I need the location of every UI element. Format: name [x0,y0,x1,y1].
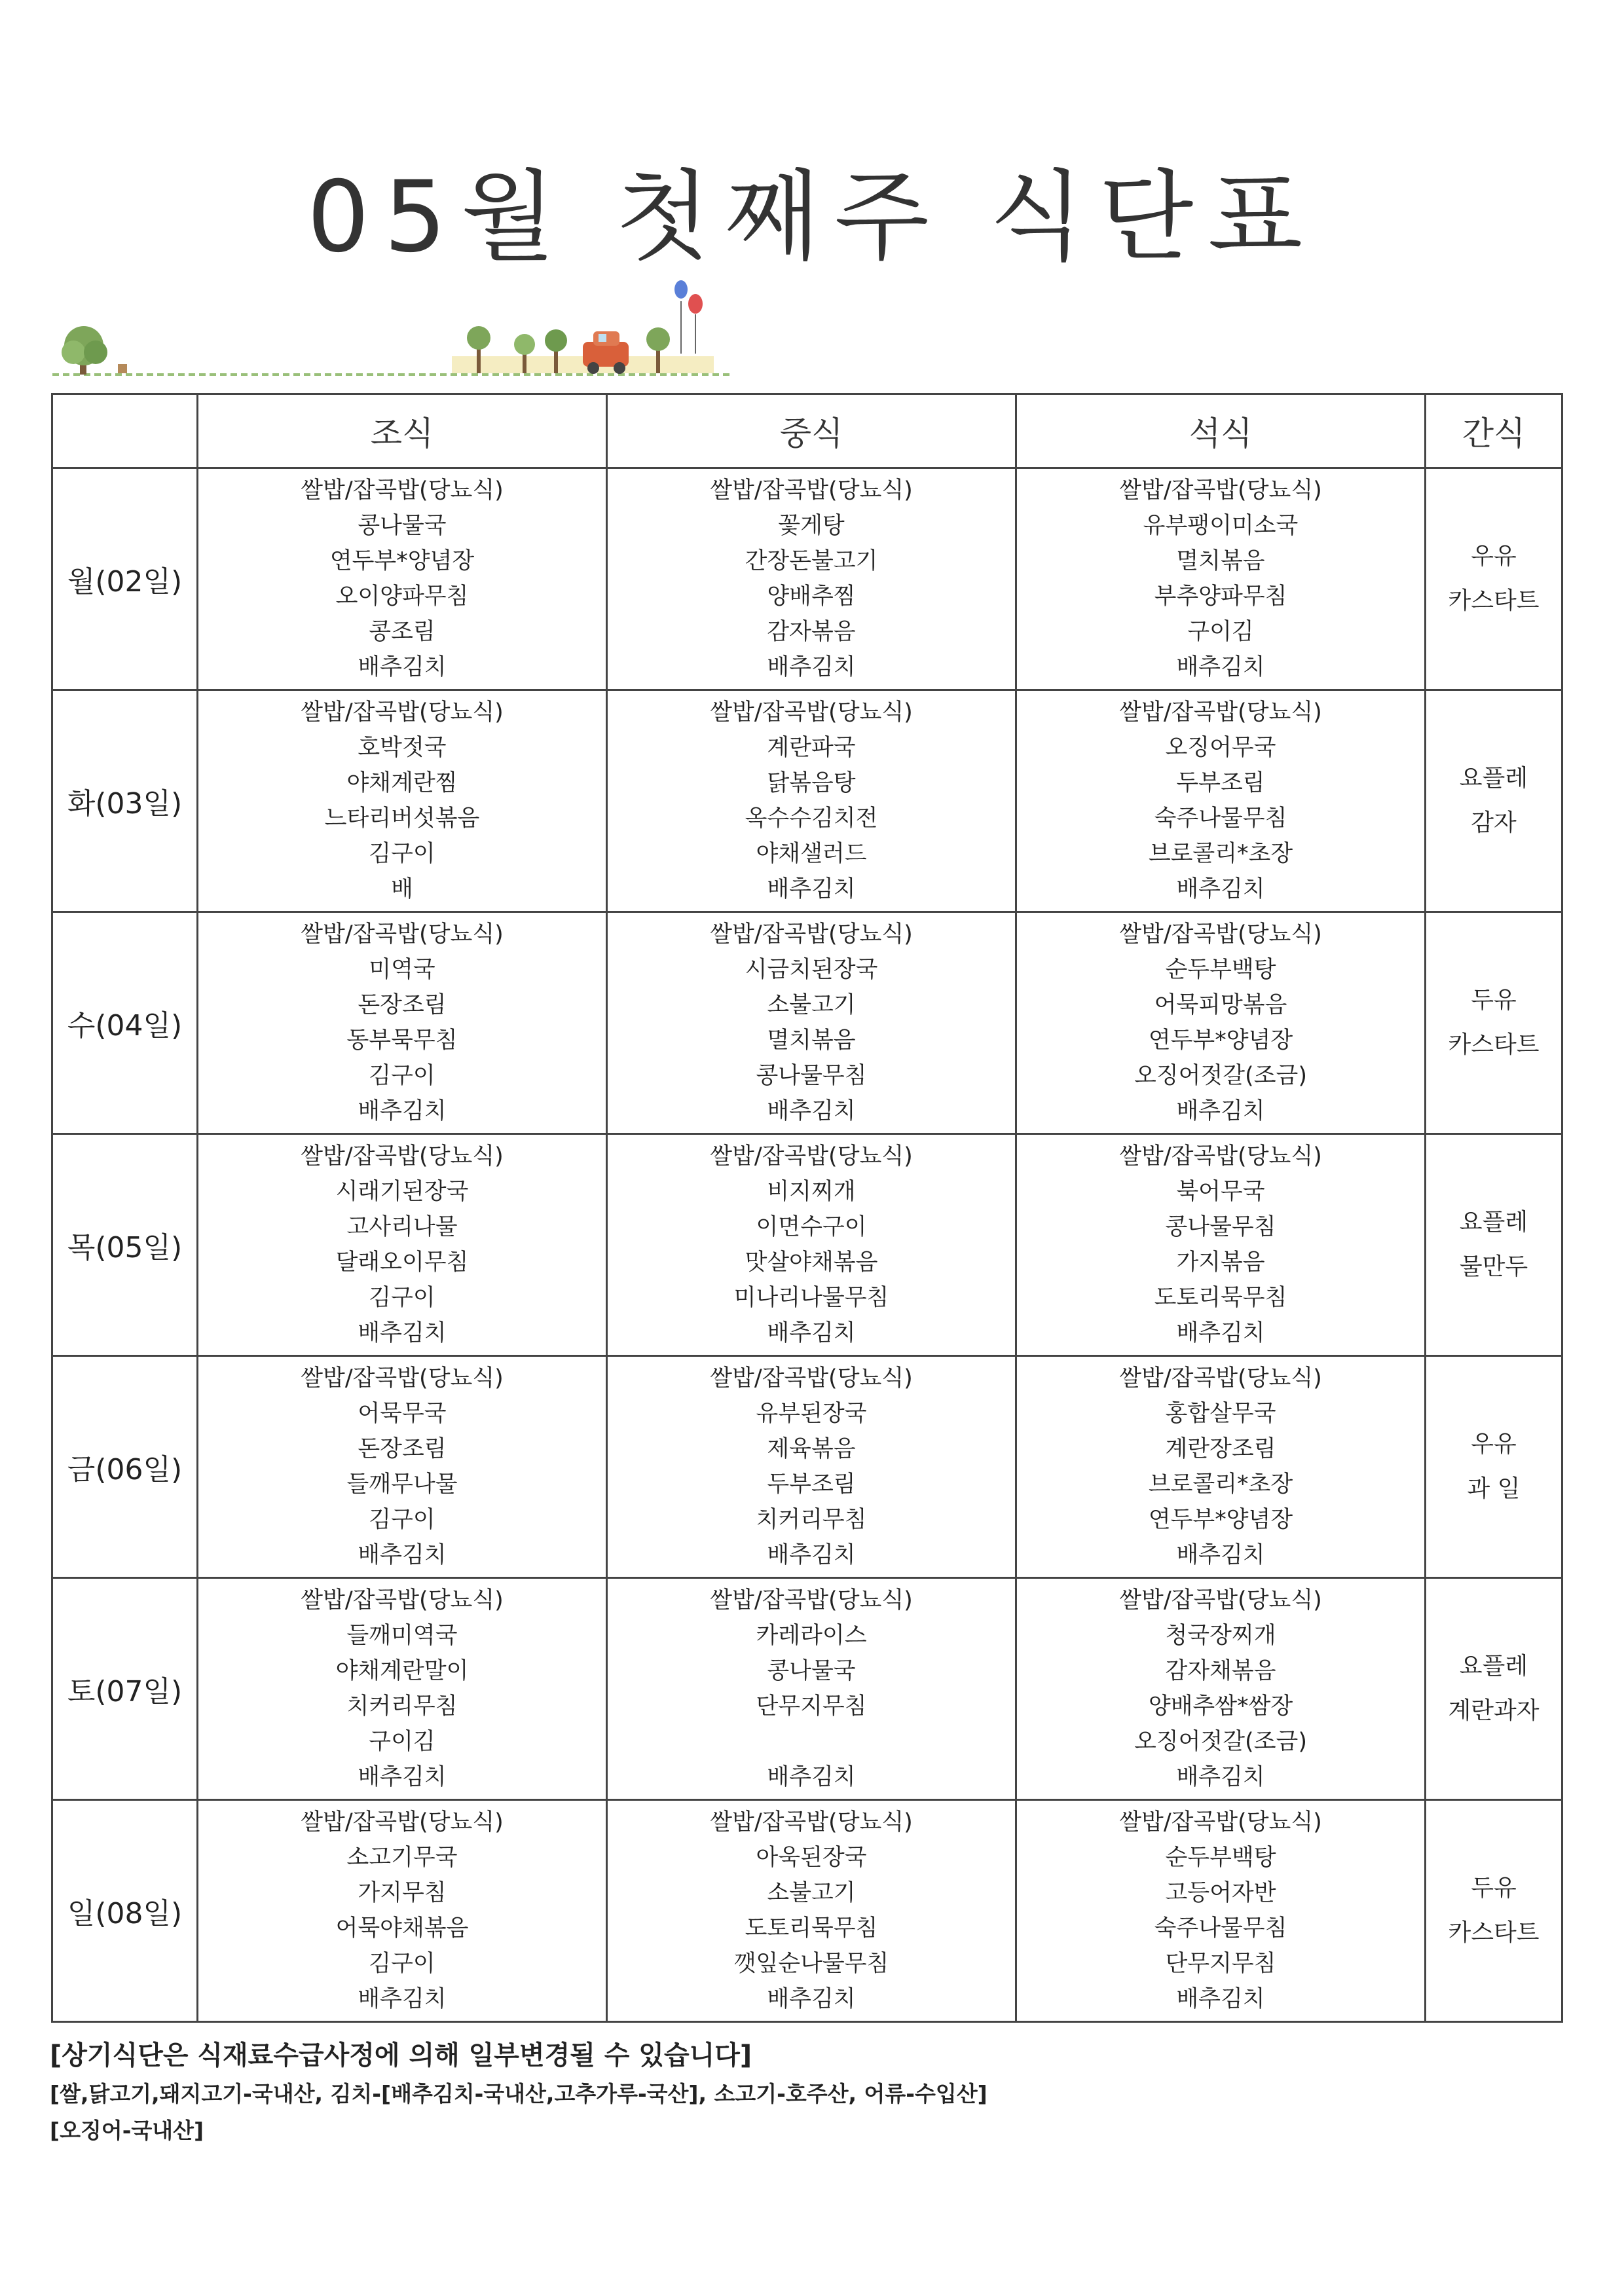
breakfast-cell [198,1134,607,1356]
header-dinner: 석식 [1016,394,1426,468]
menu-item: 숙주나물무침 [1154,805,1287,832]
breakfast-cell [198,1578,607,1800]
snack-item: 두유 [1471,1875,1517,1902]
menu-item: 배추김치 [767,876,856,902]
menu-item: 배추김치 [358,1764,447,1790]
snack-cell [1426,468,1562,690]
tree-icon [62,326,107,375]
menu-item: 콩나물국 [767,1658,856,1684]
menu-item: 맛살야채볶음 [745,1249,878,1276]
menu-item: 순두부백탕 [1165,957,1276,983]
menu-item: 순두부백탕 [1165,1845,1276,1871]
snack-item: 과 일 [1467,1475,1521,1502]
snack-cell [1426,1134,1562,1356]
menu-item: 홍합살무국 [1165,1401,1276,1427]
menu-item: 쌀밥/잡곡밥(당뇨식) [1119,1809,1322,1835]
day-row [52,1134,1562,1356]
menu-item: 쌀밥/잡곡밥(당뇨식) [301,921,504,948]
menu-item: 계란파국 [767,735,856,761]
menu-item: 쌀밥/잡곡밥(당뇨식) [710,1143,913,1170]
menu-item: 어묵무국 [358,1401,447,1427]
menu-item: 치커리무침 [346,1693,458,1720]
menu-item: 미나리나물무침 [733,1285,889,1311]
menu-item: 야채샐러드 [756,841,867,867]
menu-item: 연두부*양념장 [329,548,475,574]
snack-item: 카스타트 [1448,1031,1540,1058]
menu-item: 배추김치 [1176,1986,1265,2012]
menu-item: 배추김치 [767,1320,856,1346]
header-lunch: 중식 [607,394,1016,468]
menu-item: 쌀밥/잡곡밥(당뇨식) [301,1365,504,1391]
menu-item: 청국장찌개 [1165,1623,1276,1649]
lunch-cell [607,690,1016,912]
menu-item: 브로콜리*초장 [1148,841,1293,867]
menu-item: 미역국 [369,957,435,983]
menu-item: 쌀밥/잡곡밥(당뇨식) [710,1809,913,1835]
snack-item: 카스타트 [1448,1919,1540,1946]
dinner-cell [1016,690,1426,912]
menu-item: 쌀밥/잡곡밥(당뇨식) [301,1809,504,1835]
menu-item: 아욱된장국 [756,1845,867,1871]
balloon-icon [674,280,703,354]
menu-item: 두부조림 [767,1471,856,1498]
lunch-cell [607,912,1016,1134]
snack-item: 요플레 [1459,765,1528,792]
menu-item: 숙주나물무침 [1154,1915,1287,1942]
menu-item: 단무지무침 [756,1693,867,1720]
menu-item: 오징어젓갈(조금) [1134,1729,1307,1755]
snack-item: 우유 [1471,1431,1517,1458]
snack-item: 두유 [1471,987,1517,1014]
snack-cell [1426,1800,1562,2022]
note-origin: [쌀,닭고기,돼지고기-국내산, 김치-[배추김치-국내산,고추가루-국산], 소고기-호주산, 어류-수입산] [50,2081,987,2107]
menu-item: 구이김 [369,1729,435,1755]
day-label: 토(07일) [52,1578,198,1800]
snack-cell [1426,690,1562,912]
header-breakfast: 조식 [198,394,607,468]
day-row [52,690,1562,912]
day-label: 월(02일) [52,468,198,690]
day-label: 금(06일) [52,1356,198,1578]
menu-item: 감자볶음 [767,619,856,645]
menu-item: 콩나물국 [358,513,447,539]
menu-item: 닭볶음탕 [767,770,856,796]
snack-item: 요플레 [1459,1209,1528,1236]
menu-item: 시래기된장국 [335,1179,469,1205]
note-change-notice: [상기식단은 식재료수급사정에 의해 일부변경될 수 있습니다] [50,2040,752,2071]
menu-item: 계란장조림 [1165,1436,1276,1462]
menu-item: 오징어무국 [1165,735,1276,761]
menu-item: 도토리묵무침 [745,1915,878,1942]
menu-item: 어묵피망볶음 [1154,992,1287,1018]
day-row [52,468,1562,690]
menu-item: 쌀밥/잡곡밥(당뇨식) [1119,1143,1322,1170]
menu-item: 고사리나물 [346,1214,458,1240]
snack-cell [1426,1578,1562,1800]
day-label: 수(04일) [52,912,198,1134]
menu-item: 가지무침 [358,1880,447,1906]
breakfast-cell [198,912,607,1134]
meal-table [51,393,1563,2023]
menu-item: 콩나물무침 [1165,1214,1276,1240]
menu-item: 달래오이무침 [335,1249,469,1276]
menu-item: 쌀밥/잡곡밥(당뇨식) [301,477,504,504]
menu-item: 어묵야채볶음 [335,1915,469,1942]
scenery-illustration [0,275,1624,393]
menu-item: 배추김치 [1176,1098,1265,1124]
menu-item: 배추김치 [358,1098,447,1124]
menu-item: 쌀밥/잡곡밥(당뇨식) [301,1143,504,1170]
menu-item: 배추김치 [767,654,856,680]
menu-item: 콩조림 [369,619,435,645]
dinner-cell [1016,1134,1426,1356]
menu-item: 쌀밥/잡곡밥(당뇨식) [710,699,913,726]
lunch-cell [607,468,1016,690]
snack-cell [1426,1356,1562,1578]
snack-item: 카스타트 [1448,587,1540,614]
menu-item: 옥수수김치전 [745,805,878,832]
menu-item: 배추김치 [767,1986,856,2012]
menu-item: 김구이 [369,841,435,867]
menu-item: 쌀밥/잡곡밥(당뇨식) [710,921,913,948]
snack-item: 우유 [1471,543,1517,570]
header-snack: 간식 [1426,394,1562,468]
menu-item: 깻잎순나물무침 [733,1951,889,1977]
menu-item: 멸치볶음 [767,1027,856,1054]
notes [50,2035,1569,2149]
menu-item: 들깨미역국 [346,1623,458,1649]
menu-item: 배추김치 [358,654,447,680]
menu-item: 치커리무침 [756,1507,867,1533]
menu-item: 도토리묵무침 [1154,1285,1287,1311]
menu-item: 배추김치 [1176,1542,1265,1568]
menu-item: 쌀밥/잡곡밥(당뇨식) [1119,699,1322,726]
menu-item [608,1728,1015,1756]
menu-item: 배추김치 [1176,876,1265,902]
menu-item: 간장돈불고기 [745,548,878,574]
menu-item: 오징어젓갈(조금) [1134,1063,1307,1089]
menu-item: 배추김치 [358,1986,447,2012]
menu-item: 쌀밥/잡곡밥(당뇨식) [710,1365,913,1391]
menu-item: 오이양파무침 [335,583,469,610]
menu-item: 쌀밥/잡곡밥(당뇨식) [1119,921,1322,948]
snack-item: 요플레 [1459,1653,1528,1680]
menu-item: 구이김 [1187,619,1254,645]
menu-item: 시금치된장국 [745,957,878,983]
menu-item: 소고기무국 [346,1845,458,1871]
menu-item: 느타리버섯볶음 [324,805,480,832]
dinner-cell [1016,1578,1426,1800]
dinner-cell [1016,1800,1426,2022]
menu-item: 야채계란찜 [346,770,458,796]
lunch-cell [607,1578,1016,1800]
menu-item: 브로콜리*초장 [1148,1471,1293,1498]
snack-item: 계란과자 [1448,1697,1540,1724]
menu-item: 배추김치 [358,1320,447,1346]
page-title: 05월 첫째주 식단표 [306,160,1318,274]
menu-item: 야채계란말이 [335,1658,469,1684]
header-day [52,394,198,468]
menu-item: 이면수구이 [756,1214,867,1240]
menu-item: 돈장조림 [358,992,447,1018]
menu-item: 배추김치 [767,1542,856,1568]
dinner-cell [1016,912,1426,1134]
menu-item: 양배추찜 [767,583,856,610]
snack-item: 물만두 [1459,1253,1528,1280]
menu-item: 콩나물무침 [756,1063,867,1089]
snack-item: 감자 [1471,809,1517,836]
menu-item: 멸치볶음 [1176,548,1265,574]
menu-item: 김구이 [369,1063,435,1089]
menu-item: 호박젓국 [358,735,447,761]
menu-item: 제육볶음 [767,1436,856,1462]
menu-item: 쌀밥/잡곡밥(당뇨식) [1119,477,1322,504]
menu-item: 돈장조림 [358,1436,447,1462]
day-row [52,1578,1562,1800]
menu-item: 배추김치 [1176,1320,1265,1346]
menu-item: 고등어자반 [1165,1880,1276,1906]
menu-item: 두부조림 [1176,770,1265,796]
menu-item: 배 [391,876,413,902]
menu-item: 소불고기 [767,992,856,1018]
dinner-cell [1016,468,1426,690]
day-row [52,912,1562,1134]
menu-item: 배추김치 [1176,654,1265,680]
menu-item: 단무지무침 [1165,1951,1276,1977]
day-label: 목(05일) [52,1134,198,1356]
menu-item: 감자채볶음 [1165,1658,1276,1684]
header-row [52,394,1562,468]
menu-item: 배추김치 [767,1098,856,1124]
menu-item: 부추양파무침 [1154,583,1287,610]
note-squid-origin: [오징어-국내산] [50,2118,204,2143]
menu-item: 배추김치 [767,1764,856,1790]
menu-item: 김구이 [369,1285,435,1311]
menu-item: 김구이 [369,1951,435,1977]
menu-item: 동부묵무침 [346,1027,458,1054]
menu-item: 쌀밥/잡곡밥(당뇨식) [1119,1587,1322,1613]
menu-item: 쌀밥/잡곡밥(당뇨식) [301,699,504,726]
breakfast-cell [198,1356,607,1578]
menu-item: 유부팽이미소국 [1143,513,1299,539]
menu-item: 비지찌개 [767,1179,856,1205]
day-row [52,1800,1562,2022]
menu-item: 소불고기 [767,1880,856,1906]
lunch-cell [607,1356,1016,1578]
menu-item: 양배추쌈*쌈장 [1148,1693,1293,1720]
menu-item: 배추김치 [1176,1764,1265,1790]
snack-cell [1426,912,1562,1134]
lunch-cell [607,1800,1016,2022]
menu-item: 쌀밥/잡곡밥(당뇨식) [301,1587,504,1613]
menu-item: 들깨무나물 [346,1471,458,1498]
dinner-cell [1016,1356,1426,1578]
menu-item: 유부된장국 [756,1401,867,1427]
menu-item: 북어무국 [1176,1179,1265,1205]
day-label: 일(08일) [52,1800,198,2022]
breakfast-cell [198,690,607,912]
menu-item: 연두부*양념장 [1148,1027,1293,1054]
menu-item: 연두부*양념장 [1148,1507,1293,1533]
lunch-cell [607,1134,1016,1356]
menu-item: 배추김치 [358,1542,447,1568]
menu-item: 쌀밥/잡곡밥(당뇨식) [710,477,913,504]
day-row [52,1356,1562,1578]
menu-item: 쌀밥/잡곡밥(당뇨식) [1119,1365,1322,1391]
day-label: 화(03일) [52,690,198,912]
menu-item: 가지볶음 [1176,1249,1265,1276]
menu-item: 꽃게탕 [778,513,845,539]
menu-item: 카레라이스 [756,1623,867,1649]
breakfast-cell [198,468,607,690]
menu-item: 쌀밥/잡곡밥(당뇨식) [710,1587,913,1613]
breakfast-cell [198,1800,607,2022]
menu-item: 김구이 [369,1507,435,1533]
